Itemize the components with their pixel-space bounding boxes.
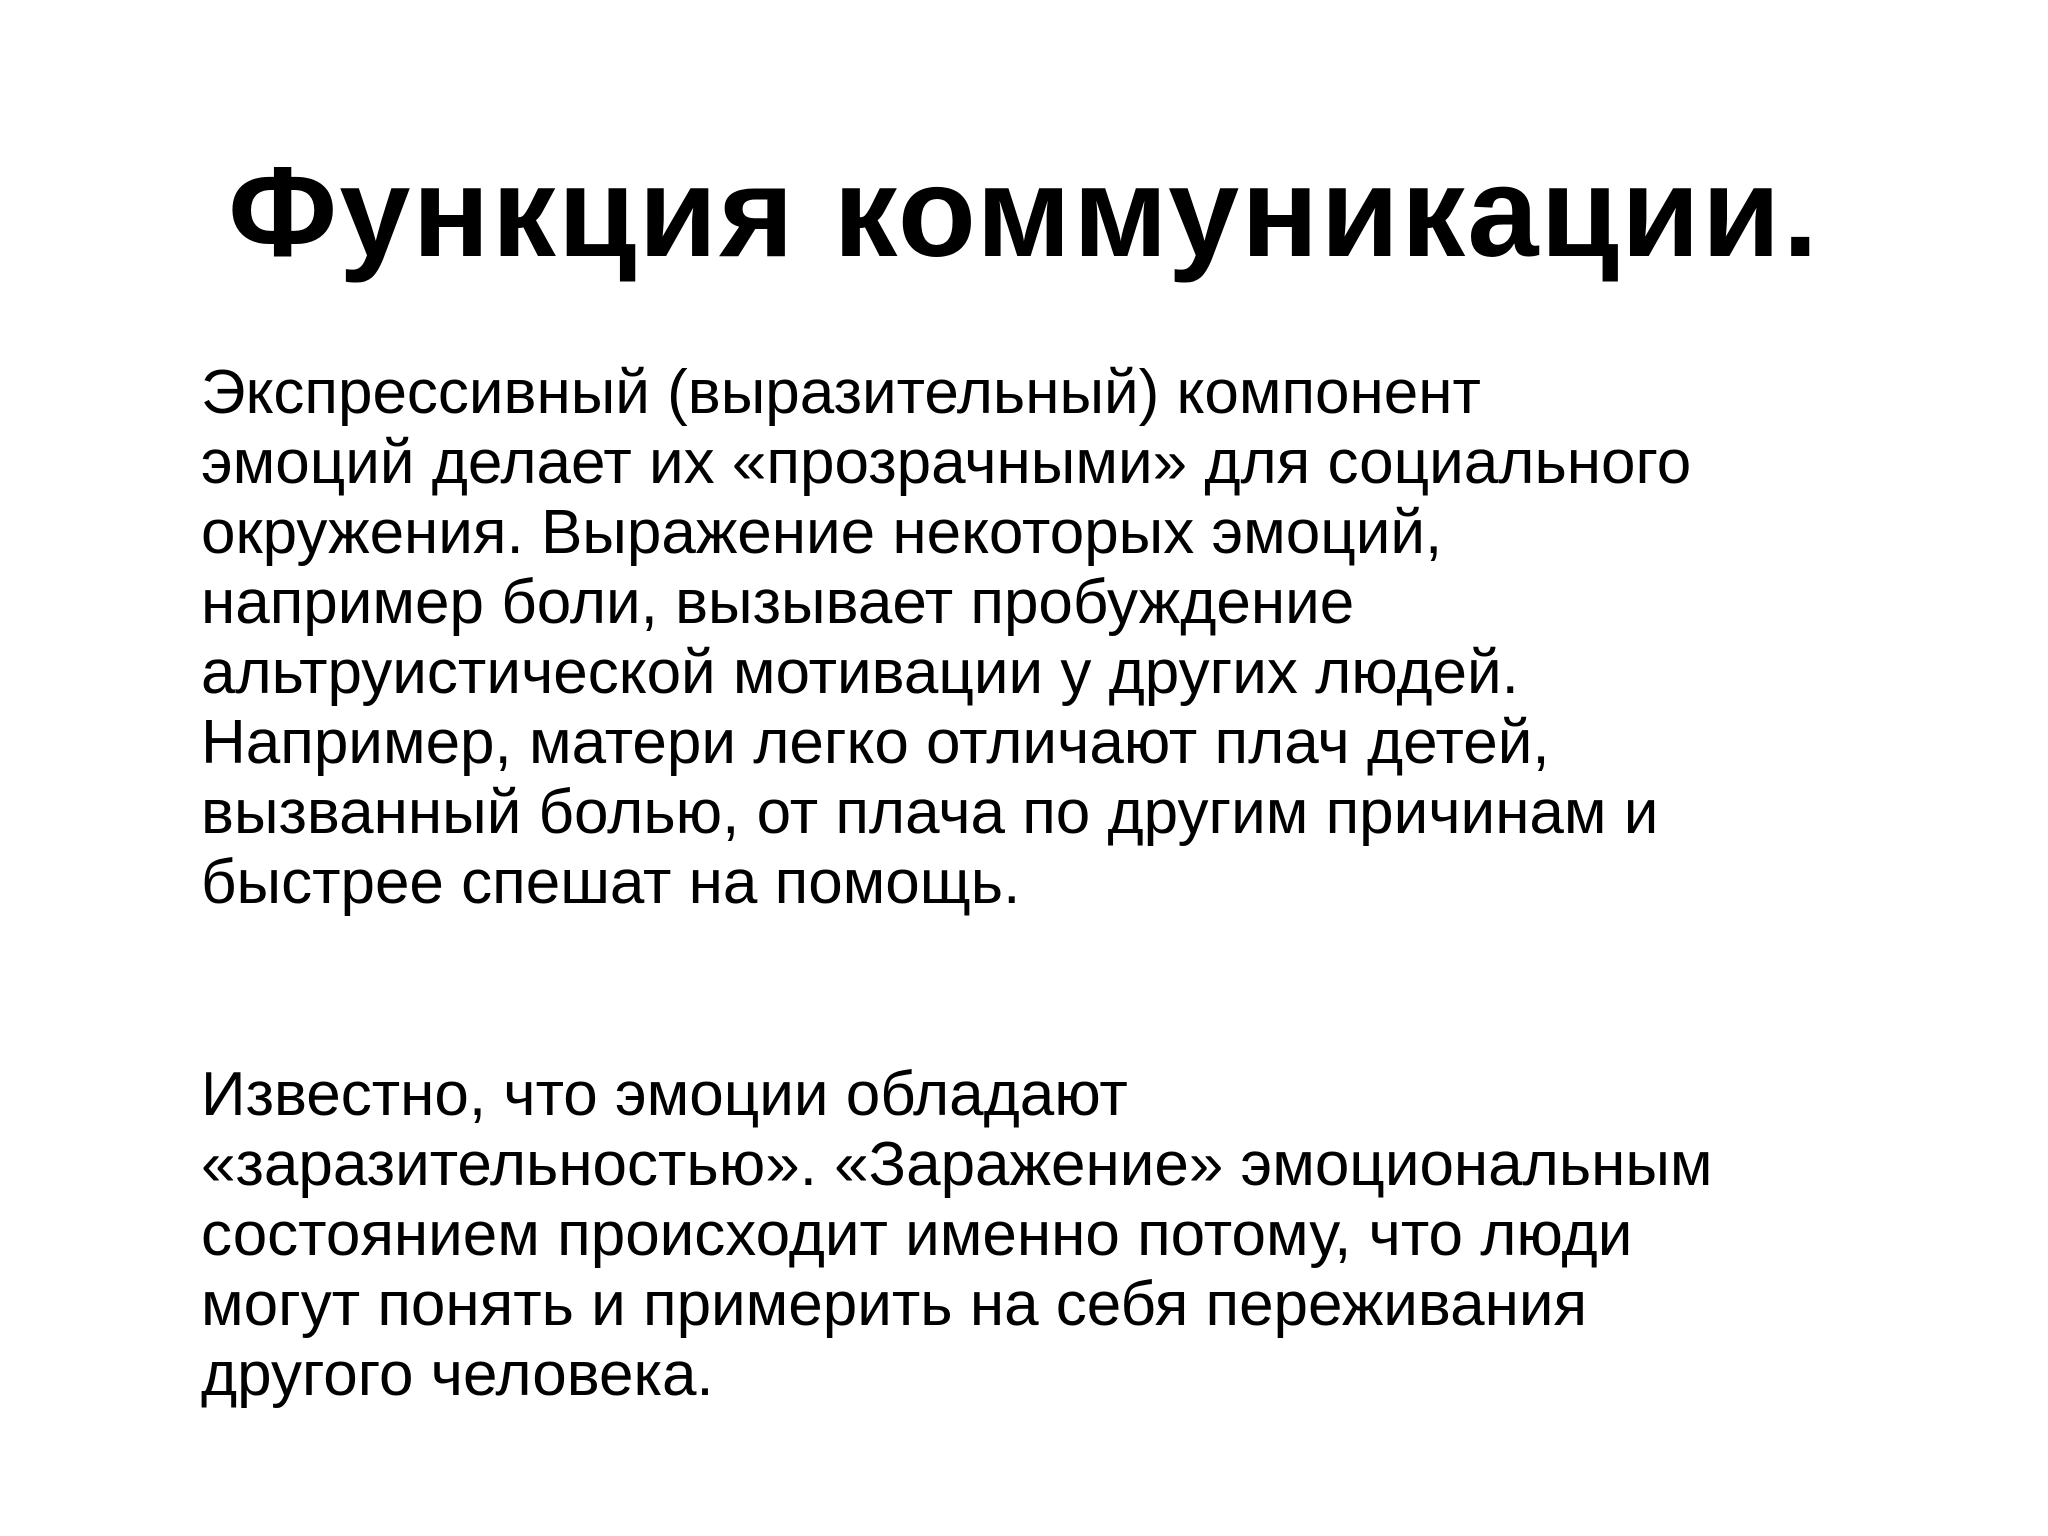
paragraph-emotional-contagion: Известно, что эмоции обладают «заразительностью». «Заражение» эмоциональным состоянием происходит именно потому, что люди могут понять и примерить на себя переживания другого человека.: [201, 1060, 1713, 1409]
paragraph-expressive-component: Экспрессивный (выразительный) компонент эмоций делает их «прозрачными» для социального окружения. Выражение некоторых эмоций, например боли, вызывает пробуждение альтруистической мотивации у других людей. Например, матери легко отличают плач детей, вызванный болью, от плача по другим причинам и быстрее спешат на помощь.: [201, 358, 1692, 917]
slide-body: [201, 358, 1921, 1410]
slide-title: Функция коммуникации.: [227, 141, 1821, 284]
